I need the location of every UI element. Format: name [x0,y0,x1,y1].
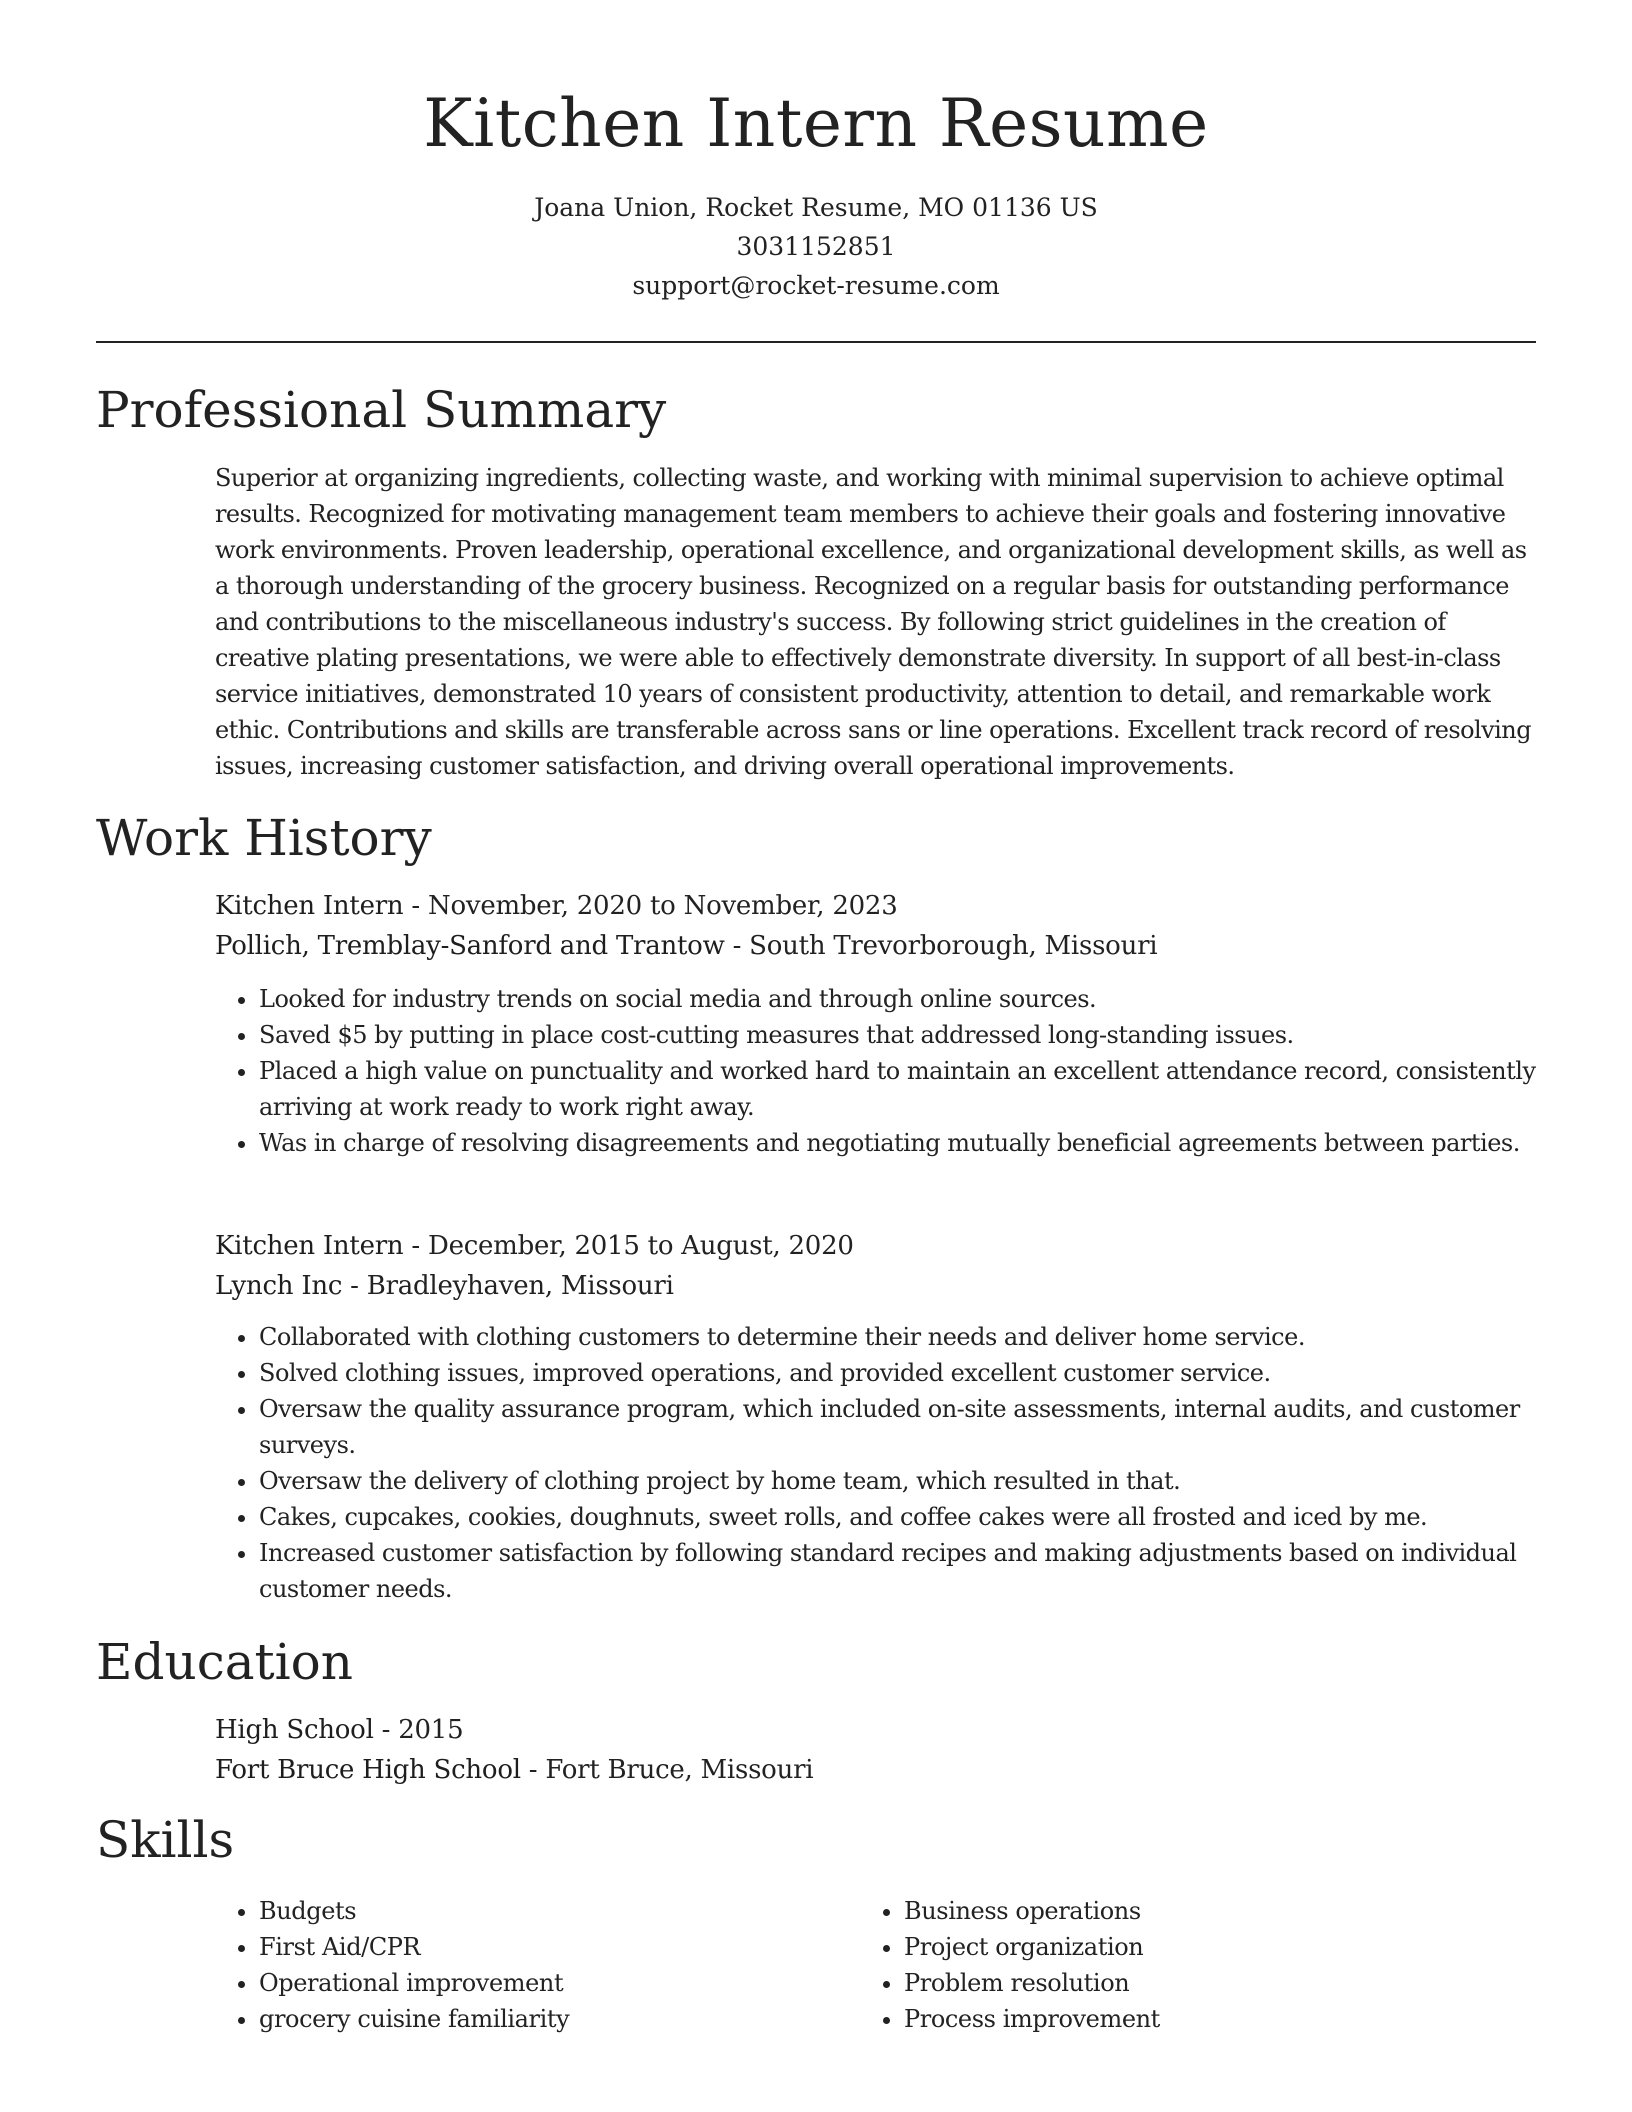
job-company: Lynch Inc [215,1271,343,1301]
list-item: • Oversaw the delivery of clothing project by home team, which resulted in that. [259,1463,1540,1499]
skill-item: • Budgets [259,1893,859,1929]
separator: - [403,1231,428,1261]
job-entry [215,886,1540,1161]
separator: - [724,931,750,961]
list-item: • Was in charge of resolving disagreements and negotiating mutually beneficial agreements between parties. [259,1125,1540,1161]
education-entry [215,1710,1540,1790]
education-school: Fort Bruce High School [215,1755,521,1785]
education-location: Fort Bruce, Missouri [545,1755,814,1785]
list-item: • Collaborated with clothing customers to determine their needs and deliver home service. [259,1319,1540,1355]
skills-list-left [215,1893,859,2037]
contact-phone: 3031152851 [736,232,896,261]
list-item: • Placed a high value on punctuality and worked hard to maintain an excellent attendance record, consistently arriving at work ready to work right away. [259,1053,1540,1125]
resume-title: Kitchen Intern Resume [423,85,1209,162]
education-degree: High School [215,1715,374,1745]
summary-text: Superior at organizing ingredients, collecting waste, and working with minimal supervision to achieve optimal results. Recognized for motivating management team members to achieve their goals and fostering innovative work environments. Proven leadership, operational excellence, and organizational development skills, as well as a thorough understanding of the grocery business. Recognized on a regular basis for outstanding performance and contributions to the miscellaneous industry's success. By following strict guidelines in the creation of creative plating presentations, we were able to effectively demonstrate diversity. In support of all best-in-class service initiatives, demonstrated 10 years of consistent productivity, attention to detail, and remarkable work ethic. Contributions and skills are transferable across sans or line operations. Excellent track record of resolving issues, increasing customer satisfaction, and driving overall operational improvements. [215,464,1532,780]
contact-address: Joana Union, Rocket Resume, MO 01136 US [534,193,1098,222]
list-item: • Solved clothing issues, improved operations, and provided excellent customer service. [259,1355,1540,1391]
job-dates: November, 2020 to November, 2023 [428,891,898,921]
job-entry [215,1226,1540,1607]
skill-item: • grocery cuisine familiarity [259,2001,859,2037]
education-year: 2015 [398,1715,464,1745]
skill-item: • Problem resolution [904,1965,1504,2001]
job-dates: December, 2015 to August, 2020 [428,1231,854,1261]
education-degree-line [215,1710,1540,1750]
job-company-line [215,926,1540,966]
job-title: Kitchen Intern [215,891,404,921]
skill-item: • Project organization [904,1929,1504,1965]
list-item: • Oversaw the quality assurance program, which included on-site assessments, internal audits, and customer surveys. [259,1391,1540,1463]
list-item: • Cakes, cupcakes, cookies, doughnuts, sweet rolls, and coffee cakes were all frosted and iced by me. [259,1499,1540,1535]
separator: - [373,1715,399,1745]
job-title-line [215,886,1540,926]
job-location: South Trevorborough, Missouri [749,931,1158,961]
job-location: Bradleyhaven, Missouri [366,1271,674,1301]
summary-block [215,460,1540,784]
skill-item: • Process improvement [904,2001,1504,2037]
separator: - [403,891,428,921]
job-title-line [215,1226,1540,1266]
section-title-skills: Skills [96,1811,235,1869]
section-title-education: Education [96,1633,353,1691]
job-bullets [215,1319,1540,1607]
skill-item: • Business operations [904,1893,1504,1929]
job-bullets [215,981,1540,1161]
list-item: • Increased customer satisfaction by following standard recipes and making adjustments based on individual customer needs. [259,1535,1540,1607]
contact-email: support@rocket-resume.com [632,271,1000,300]
section-title-summary: Professional Summary [96,381,667,439]
list-item: • Saved $5 by putting in place cost-cutting measures that addressed long-standing issues. [259,1017,1540,1053]
separator: - [520,1755,546,1785]
header-divider [96,341,1536,343]
job-company-line [215,1266,1540,1306]
section-title-work-history: Work History [96,809,432,867]
skill-item: • Operational improvement [259,1965,859,2001]
job-title: Kitchen Intern [215,1231,404,1261]
skills-list-right [860,1893,1504,2037]
education-school-line [215,1750,1540,1790]
skill-item: • First Aid/CPR [259,1929,859,1965]
list-item: • Looked for industry trends on social media and through online sources. [259,981,1540,1017]
job-company: Pollich, Tremblay-Sanford and Trantow [215,931,725,961]
separator: - [342,1271,367,1301]
